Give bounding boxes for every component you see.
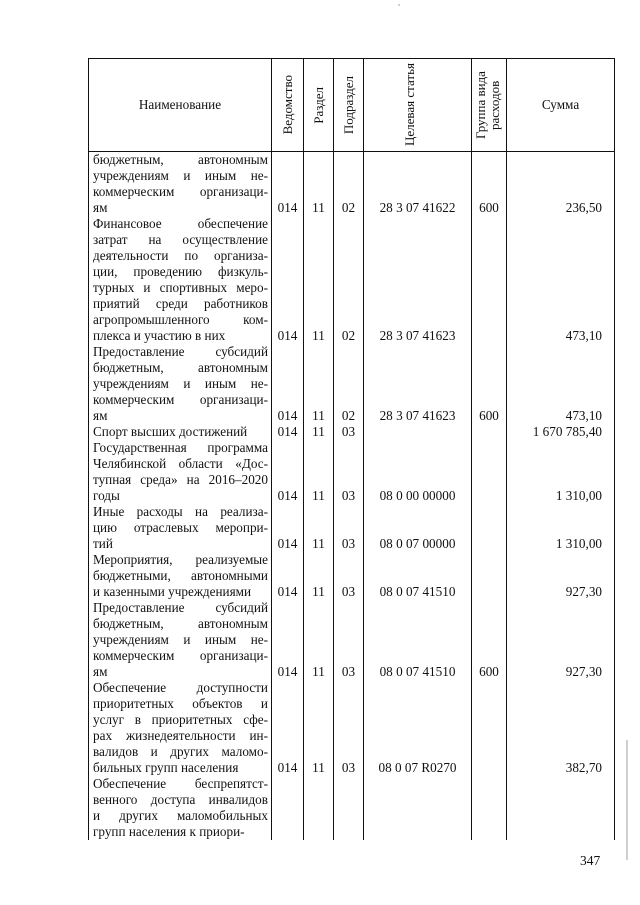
row-name-line: и других маломобильных <box>93 808 268 823</box>
row-name <box>89 600 272 680</box>
row-name-line: тупная среда» на 2016–2020 <box>93 472 268 487</box>
row-name-line: цию отраслевых меропри- <box>93 520 268 535</box>
row-name-line: коммерческим организаци- <box>93 184 268 199</box>
table-row <box>89 600 615 680</box>
row-sum: 927,30 <box>507 552 615 600</box>
row-section: 11 <box>304 440 334 504</box>
header-target: Целевая статья <box>364 59 472 152</box>
scan-speck <box>398 4 400 6</box>
row-dept: 014 <box>272 552 304 600</box>
table-body <box>89 152 615 841</box>
header-section: Раздел <box>304 59 334 152</box>
table-row <box>89 440 615 504</box>
header-dept: Ведомство <box>272 59 304 152</box>
table-header-row <box>89 59 615 152</box>
row-section: 11 <box>304 152 334 217</box>
row-name <box>89 504 272 552</box>
row-dept: 014 <box>272 440 304 504</box>
row-target: 08 0 07 41510 <box>364 600 472 680</box>
row-target: 08 0 00 00000 <box>364 440 472 504</box>
row-name-line: ям <box>93 408 108 423</box>
row-sum <box>507 776 615 840</box>
row-name-line: Спорт высших достижений <box>93 424 248 439</box>
row-name-line: Государственная программа <box>93 440 268 455</box>
table-row <box>89 216 615 344</box>
row-dept: 014 <box>272 344 304 424</box>
row-name-line: валидов и других маломо- <box>93 744 268 759</box>
row-dept <box>272 776 304 840</box>
row-name-line: приятий среди работников <box>93 296 268 311</box>
header-subsection: Подраздел <box>334 59 364 152</box>
row-sum: 1 310,00 <box>507 440 615 504</box>
row-expense-group <box>472 424 507 440</box>
row-target: 08 0 07 41510 <box>364 552 472 600</box>
row-target: 28 3 07 41623 <box>364 344 472 424</box>
table-row <box>89 424 615 440</box>
row-subsection: 02 <box>334 344 364 424</box>
row-name-line: Обеспечение беспрепятст- <box>93 776 268 791</box>
row-section: 11 <box>304 424 334 440</box>
row-target: 08 0 07 R0270 <box>364 680 472 776</box>
row-name-line: рах жизнедеятельности ин- <box>93 728 268 743</box>
row-target <box>364 424 472 440</box>
row-name-line: и казенными учреждениями <box>93 584 252 599</box>
row-name-line: приоритетных объектов и <box>93 696 268 711</box>
row-subsection: 02 <box>334 152 364 217</box>
row-subsection: 03 <box>334 552 364 600</box>
row-expense-group <box>472 440 507 504</box>
row-name <box>89 216 272 344</box>
header-name: Наименование <box>89 59 272 152</box>
row-name-line: ции, проведению физкуль- <box>93 264 268 279</box>
row-name-line: учреждениям и иным не- <box>93 168 268 183</box>
row-name <box>89 424 272 440</box>
row-subsection <box>334 776 364 840</box>
row-dept: 014 <box>272 424 304 440</box>
row-section: 11 <box>304 680 334 776</box>
row-name-line: Предоставление субсидий <box>93 600 268 615</box>
header-sum: Сумма <box>507 59 615 152</box>
row-section: 11 <box>304 600 334 680</box>
row-sum: 927,30 <box>507 600 615 680</box>
row-target: 28 3 07 41622 <box>364 152 472 217</box>
row-sum: 1 670 785,40 <box>507 424 615 440</box>
row-name-line: учреждениям и иным не- <box>93 376 268 391</box>
row-name-line: бильных групп населения <box>93 760 239 775</box>
row-name-line: ям <box>93 664 108 679</box>
row-target: 08 0 07 00000 <box>364 504 472 552</box>
row-name <box>89 680 272 776</box>
row-target: 28 3 07 41623 <box>364 216 472 344</box>
row-subsection: 03 <box>334 440 364 504</box>
row-name-line: услуг в приоритетных сфе- <box>93 712 268 727</box>
row-subsection: 02 <box>334 216 364 344</box>
row-name-line: годы <box>93 488 120 503</box>
row-dept: 014 <box>272 152 304 217</box>
row-sum: 473,10 <box>507 344 615 424</box>
row-name <box>89 776 272 840</box>
row-dept: 014 <box>272 504 304 552</box>
row-name-line: тий <box>93 536 113 551</box>
row-name-line: бюджетным, автономным <box>93 360 268 375</box>
row-expense-group: 600 <box>472 152 507 217</box>
row-name-line: Предоставление субсидий <box>93 344 268 359</box>
table-row <box>89 152 615 217</box>
table-row <box>89 552 615 600</box>
budget-table <box>88 58 615 840</box>
row-name-line: групп населения к приори- <box>93 824 245 839</box>
row-subsection: 03 <box>334 680 364 776</box>
row-subsection: 03 <box>334 424 364 440</box>
row-name-line: плекса и участию в них <box>93 328 226 343</box>
row-expense-group <box>472 776 507 840</box>
row-name <box>89 152 272 217</box>
row-sum: 382,70 <box>507 680 615 776</box>
header-expense-group: Группа вида расходов <box>472 59 507 152</box>
row-target <box>364 776 472 840</box>
row-name-line: бюджетным, автономным <box>93 616 268 631</box>
row-sum: 236,50 <box>507 152 615 217</box>
row-name-line: Челябинской области «Дос- <box>93 456 268 471</box>
row-expense-group <box>472 552 507 600</box>
scan-edge-line <box>626 740 628 860</box>
row-expense-group <box>472 216 507 344</box>
row-name-line: коммерческим организаци- <box>93 392 268 407</box>
row-subsection: 03 <box>334 504 364 552</box>
row-expense-group <box>472 504 507 552</box>
row-name <box>89 552 272 600</box>
row-name-line: бюджетным, автономным <box>93 152 268 167</box>
row-name-line: деятельности по организа- <box>93 248 268 263</box>
row-section: 11 <box>304 216 334 344</box>
row-expense-group: 600 <box>472 600 507 680</box>
row-name <box>89 440 272 504</box>
row-section <box>304 776 334 840</box>
row-name-line: Мероприятия, реализуемые <box>93 552 268 567</box>
row-dept: 014 <box>272 216 304 344</box>
table-row <box>89 680 615 776</box>
table-row <box>89 776 615 840</box>
row-dept: 014 <box>272 600 304 680</box>
row-section: 11 <box>304 504 334 552</box>
row-name-line: Обеспечение доступности <box>93 680 268 695</box>
row-name-line: Иные расходы на реализа- <box>93 504 268 519</box>
row-expense-group: 600 <box>472 344 507 424</box>
table-row <box>89 344 615 424</box>
row-subsection: 03 <box>334 600 364 680</box>
row-name-line: коммерческим организаци- <box>93 648 268 663</box>
row-name <box>89 344 272 424</box>
row-section: 11 <box>304 344 334 424</box>
row-sum: 1 310,00 <box>507 504 615 552</box>
page-number: 347 <box>580 853 601 868</box>
row-name-line: турных и спортивных меро- <box>93 280 268 295</box>
row-name-line: агропромышленного ком- <box>93 312 268 327</box>
row-name-line: затрат на осуществление <box>93 232 268 247</box>
row-name-line: Финансовое обеспечение <box>93 216 268 231</box>
row-name-line: ям <box>93 200 108 215</box>
row-name-line: учреждениям и иным не- <box>93 632 268 647</box>
row-section: 11 <box>304 552 334 600</box>
row-expense-group <box>472 680 507 776</box>
row-name-line: венного доступа инвалидов <box>93 792 268 807</box>
row-sum: 473,10 <box>507 216 615 344</box>
table-row <box>89 504 615 552</box>
row-dept: 014 <box>272 680 304 776</box>
row-name-line: бюджетными, автономными <box>93 568 268 583</box>
